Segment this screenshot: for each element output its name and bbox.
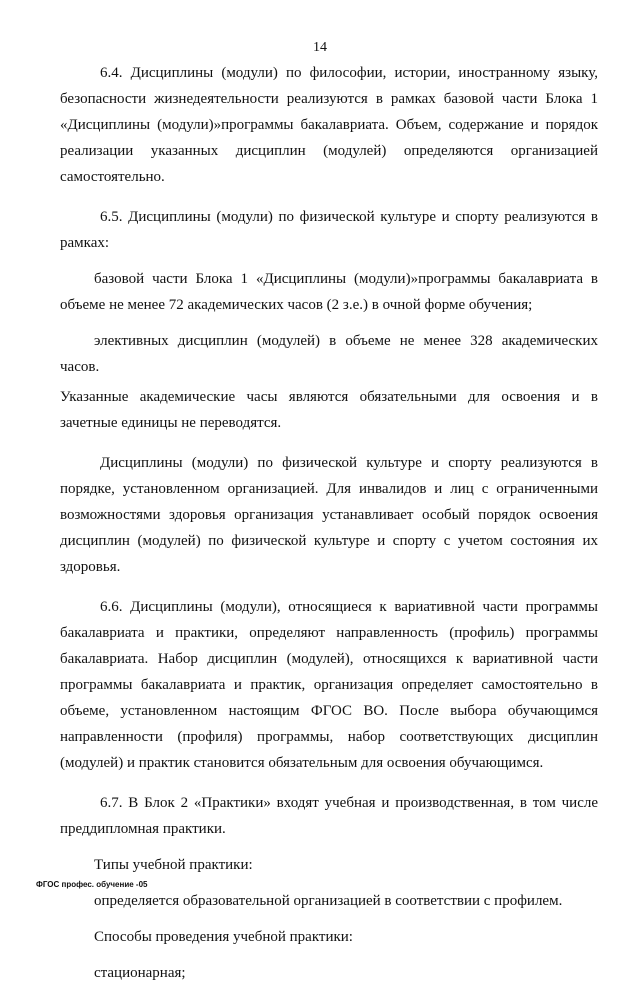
paragraph-6-5: 6.5. Дисциплины (модули) по физической культуре и спорту реализуются в рамках: bbox=[60, 209, 598, 251]
practice-methods-value: стационарная; bbox=[94, 965, 186, 981]
practice-types-label: Типы учебной практики: bbox=[94, 857, 253, 873]
document-body bbox=[60, 60, 598, 996]
footer-note: ФГОС профес. обучение -05 bbox=[36, 880, 148, 889]
practice-types-value: определяется образовательной организацией в соответствии с профилем. bbox=[94, 893, 563, 909]
page-number: 14 bbox=[313, 40, 327, 55]
paragraph-6-4: 6.4. Дисциплины (модули) по философии, истории, иностранному языку, безопасности жизнедеятельности реализуются в рамках базовой части Блока 1 «Дисциплины (модули)»программы бакалавриата. Объем, содержание и порядок реализации указанных дисциплин (модулей) определяются организацией самостоятельно. bbox=[60, 65, 598, 185]
practice-methods-label: Способы проведения учебной практики: bbox=[94, 929, 353, 945]
paragraph-6-5-elective: элективных дисциплин (модулей) в объеме не менее 328 академических часов. bbox=[60, 333, 598, 375]
paragraph-6-5-hours-note: Указанные академические часы являются обязательными для освоения и в зачетные единицы не переводятся. bbox=[60, 389, 598, 431]
paragraph-6-6: 6.6. Дисциплины (модули), относящиеся к вариативной части программы бакалавриата и практики, определяют направленность (профиль) программы бакалавриата. Набор дисциплин (модулей), относящихся к вариативной части программы бакалавриата и практик, организация определяет самостоятельно в объеме, установленном настоящим ФГОС ВО. После выбора обучающимся направленности (профиля) программы, набор соответствующих дисциплин (модулей) и практик становится обязательным для освоения обучающимся. bbox=[60, 599, 598, 771]
paragraph-6-5-order: Дисциплины (модули) по физической культуре и спорту реализуются в порядке, установленном организацией. Для инвалидов и лиц с ограниченными возможностями здоровья организация устанавливает особый порядок освоения дисциплин (модулей) по физической культуре и спорту с учетом состояния их здоровья. bbox=[60, 455, 598, 575]
paragraph-6-7: 6.7. В Блок 2 «Практики» входят учебная и производственная, в том числе преддипломная практики. bbox=[60, 795, 598, 837]
paragraph-6-5-base-part: базовой части Блока 1 «Дисциплины (модули)»программы бакалавриата в объеме не менее 72 академических часов (2 з.е.) в очной форме обучения; bbox=[60, 271, 598, 313]
